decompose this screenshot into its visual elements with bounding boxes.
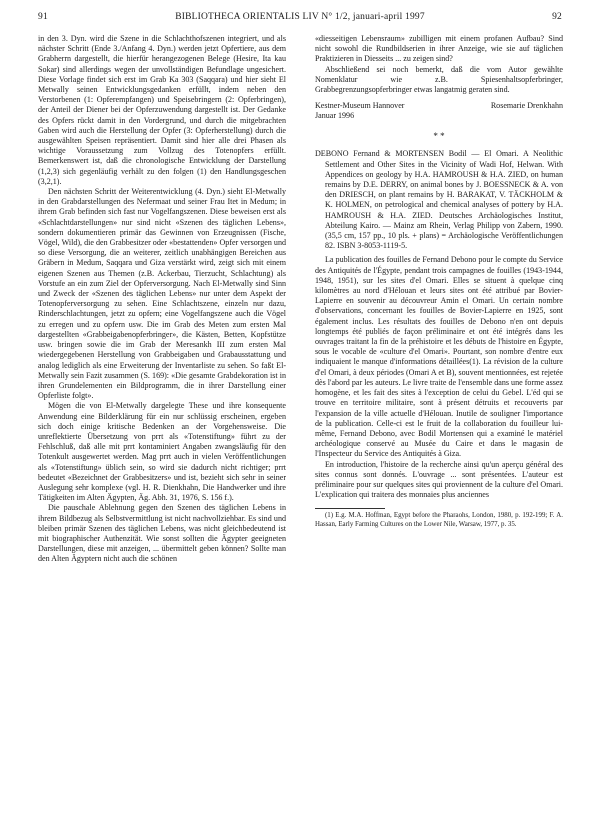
running-head-title: BIBLIOTHECA ORIENTALIS LIV N° 1/2, januari-april 1997 bbox=[175, 12, 425, 22]
entry-heading: DEBONO Fernand & MORTENSEN Bodil — El Omari. A Neolithic Settlement and Other Sites in the Vicinity of Wadi Hof, Helwan. bbox=[315, 149, 563, 169]
section-separator: * * bbox=[433, 131, 445, 142]
left-paragraph-1: in den 3. Dyn. wird die Szene in die Schlachthofszenen integriert, und als nächster Schritt (Ende 3./Anfang 4. Dyn.) werden jetzt Opfertiere, aus dem Grabherrn dargestellt, die hierfür herangezogenen Belege (Hesire, Ita kau Sokar) sind allerdings wegen der unvollständigen Befundlage ungesichert. Diese Vorlage findet sich erst im Grab Ka 303 (Saqqara) und hier sieht El Metwally seinen Entwicklungsgedanken erfüllt, indem neben den Verstorbenen (1: Opferempfangen) und Speisebringern (2: Opferbringen), der Anteil der Diener bei der Opferzuwendung dargestellt ist. Der Gedanke des Opfers rückt damit in den Vordergrund, und durch die mitgebrachten Gaben wird auch die Herstellung der Opfer (3: Opferherstellung) durch die ausgewählten Speisen repräsentiert. Damit sind hier alle drei Phasen als wichtige Voraussetzung zum Vollzug des Totenopfers erfüllt. Bemerkenswert ist, daß die chronologische Entwicklung der Darstellung (1,2,3) sich gegenläufig verhält zu den folgen (1) den Handlungsgeschen (3,2,1). bbox=[38, 34, 286, 186]
footnote-rule bbox=[315, 508, 385, 509]
right-intro-paragraph-2: Abschließend sei noch bemerkt, daß die vom Autor gewählte Nomenklatur wie z.B. Spiesenhaltsopferbringer, Grabbegrenzungsopferbringer etwas langatmig geraten sind. bbox=[315, 64, 563, 95]
signature-place bbox=[315, 101, 455, 121]
entry-details: With Appendices on geology by H.A. HAMROUSH & H.A. ZIED, on human remains by D.E. DERRY, on animal bones by J. BOESSNECK & A. von den DRIESCH, on plant remains by H. BARAKAT, V. TÄCKHOLM & K. HOLMEN, on petrological and chemical analyses of pottery by H.A. HAMROUSH & H.A. ZIED. Deutsches Archäologisches Institut, Abteilung Kairo. — Mainz am Rhein, Verlag Philipp von Zabern, 1990. (35,5 cm, 157 pp., 10 pls. + plans) = Archäologische Veröffentlichungen 82. ISBN 3-8053-1119-5. bbox=[325, 159, 563, 251]
right-intro-paragraph-1: «diesseitigen Lebensraum» zubilligen mit einem profanen Aufbau? Sind nicht sowohl die Rundbildserien in ihrer Anzeige, wie sie auf täglichen Praktizieren in Diesseits ... zu zeigen sind? bbox=[315, 34, 563, 64]
footnote: (1) E.g. M.A. Hoffman, Egypt before the Pharaohs, London, 1980, p. 192-199; F. A. Hassan, Early Farming Cultures on the Lower Nile, Warsaw, 1977, p. 35. bbox=[315, 512, 563, 528]
right-body-paragraph-1: La publication des fouilles de Fernand Debono pour le compte du Service des Antiquités de l'Égypte, pendant trois campagnes de fouilles (1943-1944, 1948, 1951), sur les sites d'el Omari. Elles se situent à quelque cinq kilomètres au nord d'Hélouan et leurs sites ont été attribué par Bovier-Lapierre en souvenir au découvreur Amin el Omari. Un certain nombre d'observations, concernant les fouilles de Bovier-Lapierre en 1925, sont également inclus. Les résultats des fouilles de Debono n'en ont depuis longtemps été publiés de façon préliminaire et ont été intégrés dans les ouvrages traitant la fin de la préhistoire et les débuts de l'histoire en Égypte, sous le vocable de «culture d'el Omari». Pourtant, son nombre d'entre eux indiquaient le manque d'informations détaillées(1). La révision de la culture d'el Omari, à deux périodes (Omari A et B), souvent mentionnées, est rejetée dès l'abord par les auteurs. Le livre traite de l'ensemble dans une forme assez homogène, et les fait des sites à l'exception de celui du Gebel. L'éd qui se trouve en territoire militaire, sont à présent détruits et recouverts par l'expansion de la ville actuelle d'Hélouan. Inutile de souligner l'importance de la publication. Celle-ci est le fruit de la collaboration du fouilleur lui-même, Fernand Debono, avec Bodil Mortensen qui a examiné le matériel archéologique conservé au Musée du Caire et dans le magasin de l'Inspecteur du Service des Antiquités à Giza. bbox=[315, 255, 563, 459]
running-header bbox=[38, 12, 562, 26]
right-column bbox=[315, 34, 563, 529]
signature-date: Januar 1996 bbox=[315, 111, 355, 121]
review-signature bbox=[315, 101, 563, 123]
bibliographic-entry bbox=[315, 149, 563, 251]
left-column bbox=[38, 34, 286, 565]
right-body-paragraph-2: En introduction, l'histoire de la recherche ainsi qu'un aperçu général des sites connus sont donnés. L'ouvrage ... sont présentées. L'auteur est préliminaire pour sur quelques sites qui proviennent de la culture d'el Omari. L'explication qui traitera des monnaies plus anciennes bbox=[315, 459, 563, 500]
page-number-right: 92 bbox=[552, 12, 562, 22]
signature-author: Rosemarie Drenkhahn bbox=[490, 101, 563, 111]
left-paragraph-4: Die pauschale Ablehnung gegen den Szenen des täglichen Lebens in ihrem Bildbezug als Selbstvermittlung ist nicht nachvollziehbar. Es sind und bleiben primär Szenen des täglichen Lebens, was nicht gleichbedeutend ist mit biographischer Authenzität. Wie sonst sollten die Ägypter geeigneten Darstellungen, diese mit anzeigen, ... übermittelt geben können? Sollte man den Alten Ägyptern nicht auch die schönen bbox=[38, 503, 286, 564]
signature-institution: Kestner-Museum Hannover bbox=[315, 101, 405, 111]
left-paragraph-2: Den nächsten Schritt der Weiterentwicklung (4. Dyn.) sieht El-Metwally in den Grabdarstellungen des Nefermaat und seiner Frau Itet in Medum; in ihrem Grab befinden sich fast nur Vogelfangszenen. Diese beweisen erst als «Schlachtdarstellungen» nur sind nicht «Szenen des täglichen Lebens», sondern dokumentieren primär das Gewinnen von Erzeugnissen (Fische, Vögel, Wild), die den Grabbesitzer oder «bestattenden» Opfer versorgen und so diese Versorgung, die an weiterer, zeitlich unabhängigen Bereichen aus Gräbern in Medum, Saqqara und Giza verstärkt wird, zeigt sich mit einem eigenen Szenen aus Themen (z.B. Ackerbau, Tierzucht, Schlachtung) als Vorstufe an ein zum Ziel der Opferversorgung. Nach El-Metwally sind Sinn und Zweck der «Szenen des täglichen Lebens» nur unter dem Aspekt der Totenopferversorgung zu sehen. Eine Schlachtszene, einzeln nur dazu, Rinderschlachtungen, jetzt zu opfern; eine Vogelfangszene auch die Vögel zu erregen und zu opfern usw. Die im Grab des Meten zum ersten Mal dargestellten «Grabbeigabenopferbringer», die Kästen, Betten, Kopfstütze usw. bringen sowie die im Grab der Meresankh III zum ersten Mal wiedergegebenen Herstellung von Grabbeigaben und Grabausstattung und analog lediglich als eine Erweiterung der Inventarliste zu sehen. So faßt El-Metwally sein Fazit zusammen (S. 169): «Die gesamte Grabdekoration ist in ihren Grundelementen ein Bildprogramm, die in ihrer Darstellung einer Opferliste folgt». bbox=[38, 187, 286, 401]
left-paragraph-3: Mögen die von El-Metwally dargelegte These und ihre konsequente Anwendung eine Bilderklärung für ein nur schlüssig erscheinen, ergeben sich doch einige kritische Bedenken an der Vorgehensweise. Die unreflektierte Übersetzung von prrt als «Totenstiftung» führt zu der Fehlschluß, daß alle mit prrt kontaminiert Angaben zwangsläufig für den Totenkult ausgewertet werden. Mag prrt auch in vielen Veröffentlichungen als «Totenstiftung» üblich sein, so wird sie dadurch nicht richtiger; prrt bedeutet «Bezeichnet der Grabbesitzers» und ist, bezieht sich sehr in seiner Auslegung sehr komplexe (vgl. H. R. Dienkhahn, Die Handwerker und ihre Tätigkeiten im Alten Ägypten, Äg. Abh. 31, 1976, S. 156 f.). bbox=[38, 401, 286, 503]
page-number-left: 91 bbox=[38, 12, 48, 22]
